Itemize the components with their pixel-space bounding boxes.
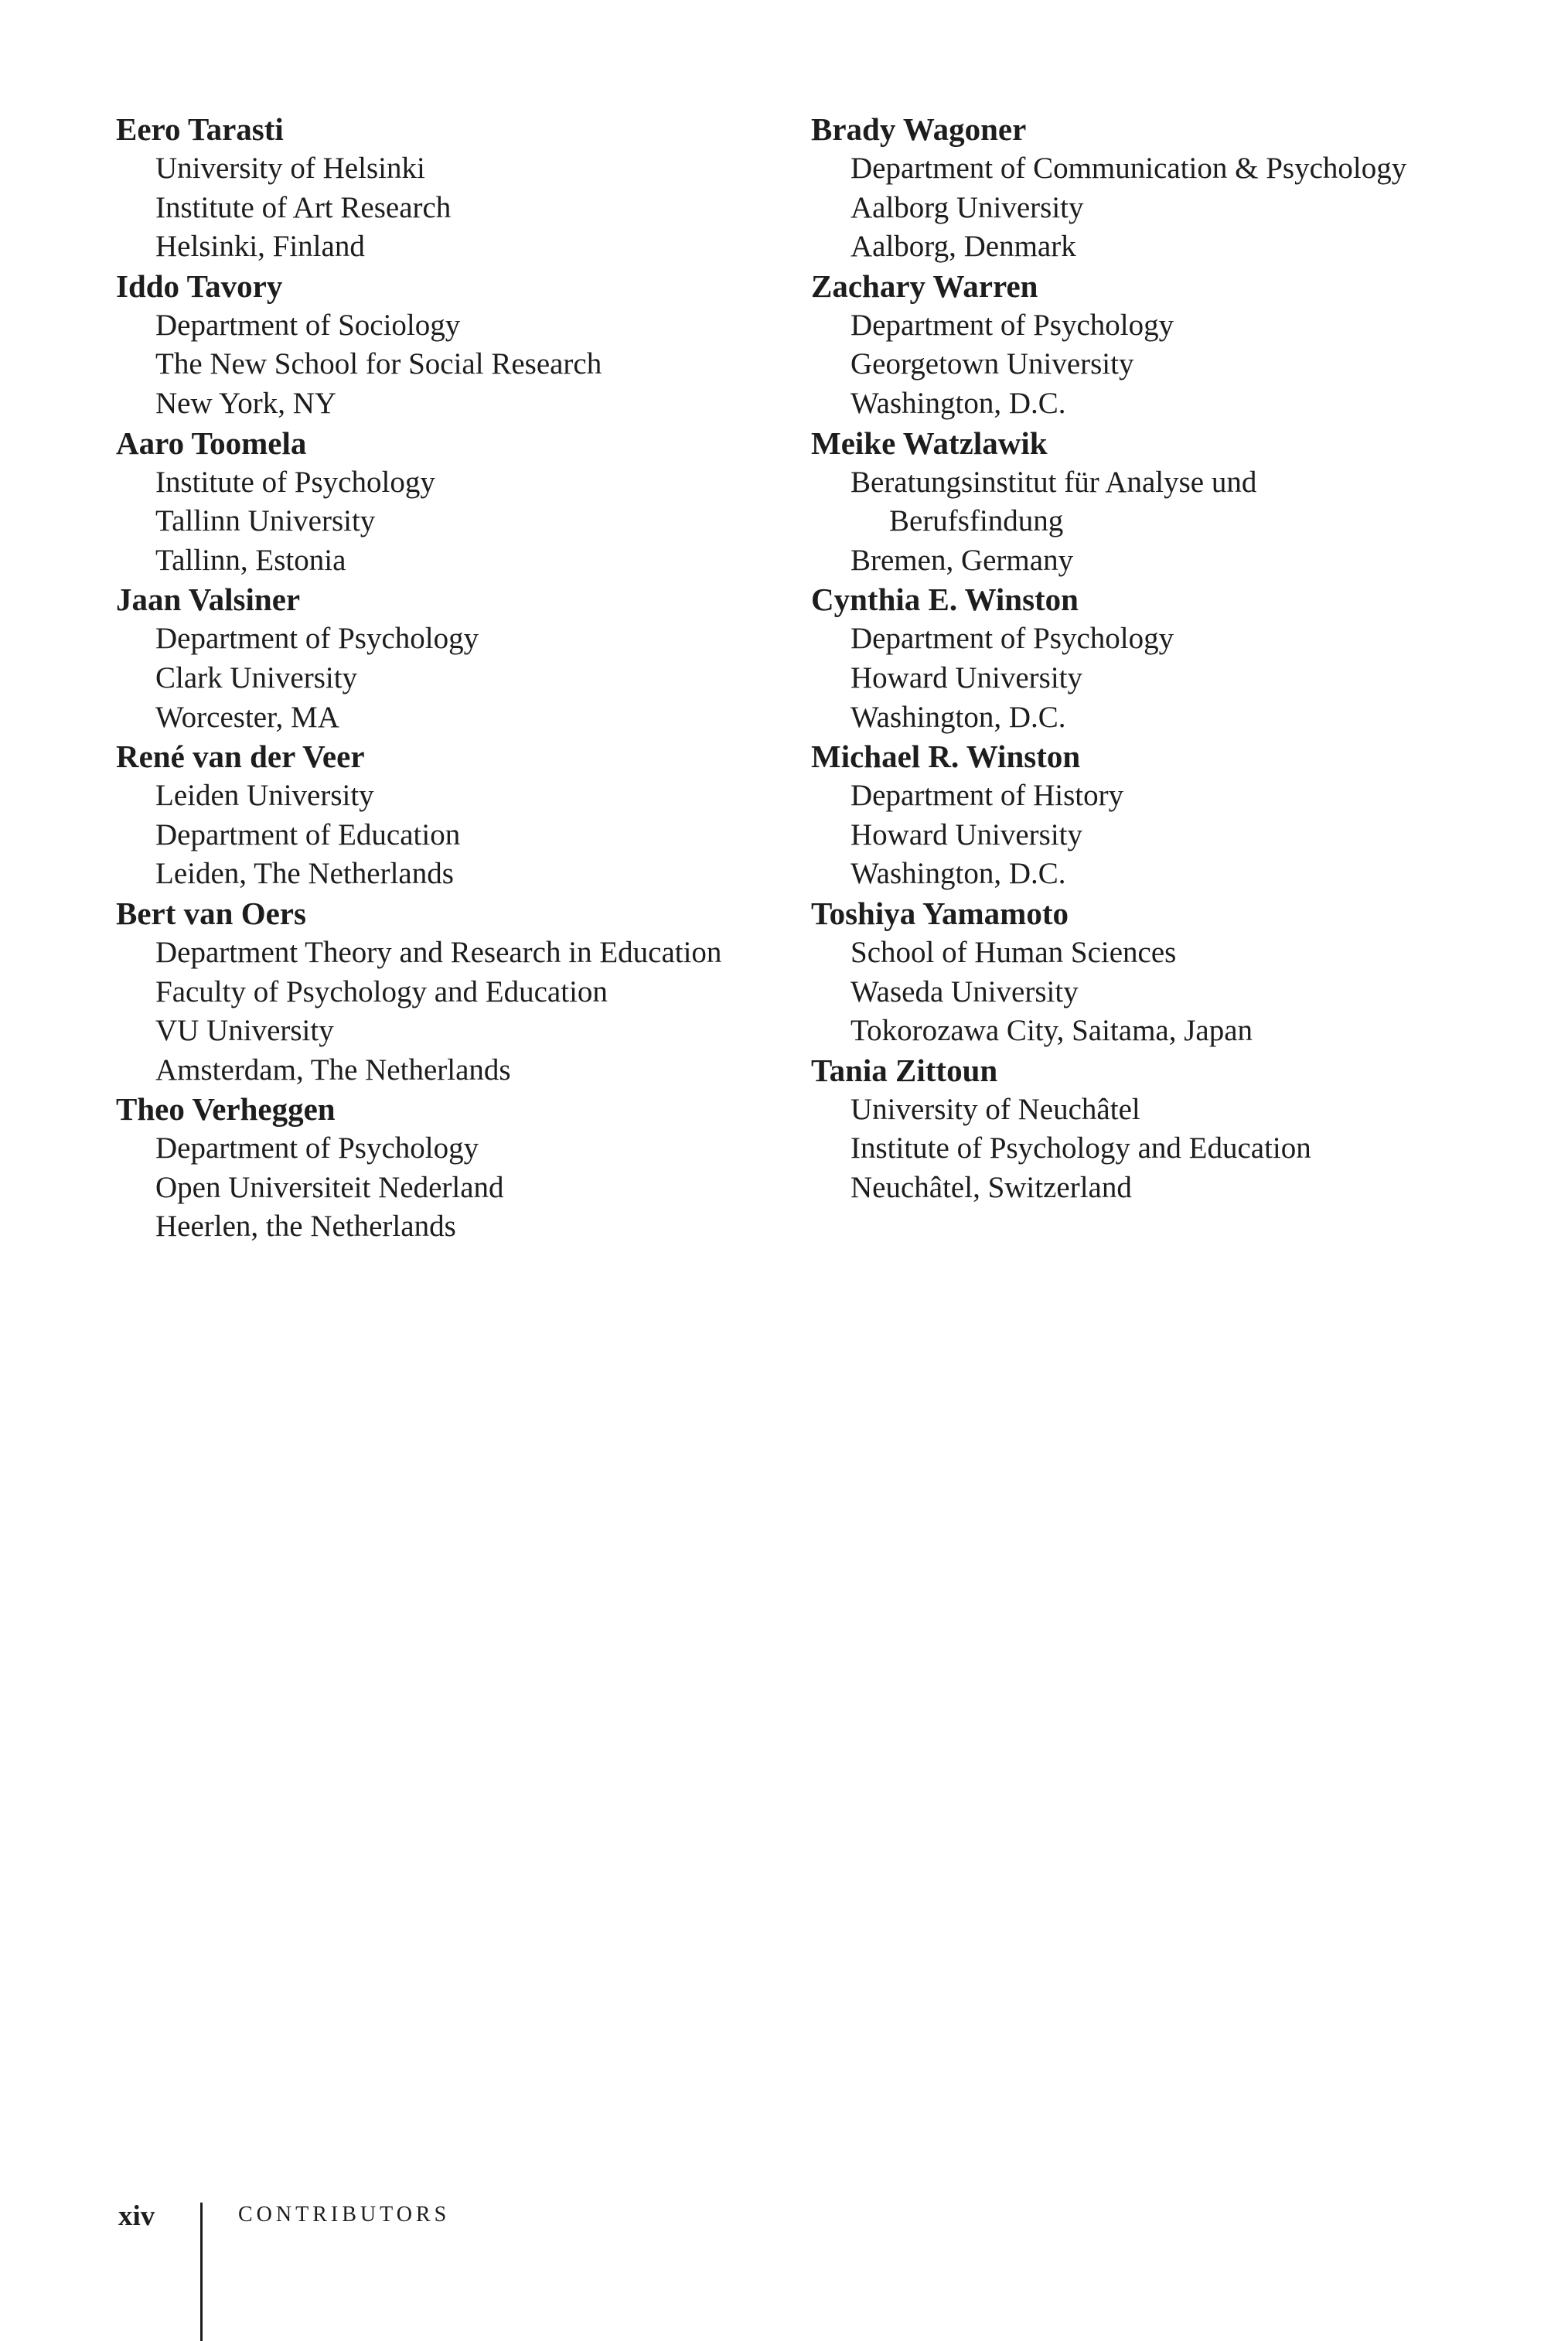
affiliation-line: Amsterdam, The Netherlands xyxy=(155,1053,511,1087)
affiliation-line: Open Universiteit Nederland xyxy=(155,1170,504,1204)
contributor-name: Zachary Warren xyxy=(811,268,1038,304)
contributor-name: René van der Veer xyxy=(116,739,365,775)
affiliation-line: University of Neuchâtel xyxy=(850,1092,1140,1126)
running-head: CONTRIBUTORS xyxy=(238,2203,451,2227)
contributor-entry xyxy=(116,110,796,267)
contributor-name: Bert van Oers xyxy=(116,895,306,931)
affiliation-line: Department of Sociology xyxy=(155,308,461,342)
affiliation-line: Aalborg, Denmark xyxy=(850,230,1076,264)
contributor-name: Meike Watzlawik xyxy=(811,425,1048,461)
affiliation-line: Leiden University xyxy=(155,779,374,813)
affiliation-line: Tallinn University xyxy=(155,504,376,538)
affiliation-line: Neuchâtel, Switzerland xyxy=(850,1170,1132,1204)
affiliation-line: Worcester, MA xyxy=(155,700,339,734)
affiliation-line: Washington, D.C. xyxy=(850,700,1066,734)
page-footer xyxy=(0,2181,1568,2341)
affiliation-line: Leiden, The Netherlands xyxy=(155,857,454,891)
contributor-entry xyxy=(116,267,796,424)
contributors-column-right xyxy=(811,110,1538,1207)
contributor-entry xyxy=(811,424,1538,581)
footer-divider xyxy=(200,2203,203,2341)
contributor-entry xyxy=(116,894,796,1090)
affiliation-line: Bremen, Germany xyxy=(850,543,1074,577)
affiliation-line: University of Helsinki xyxy=(155,152,425,185)
contributor-name: Aaro Toomela xyxy=(116,425,307,461)
affiliation-line: Howard University xyxy=(850,817,1083,851)
affiliation-line: Howard University xyxy=(850,660,1083,694)
affiliation-line: Department of Psychology xyxy=(155,1131,479,1165)
affiliation-line: VU University xyxy=(155,1014,334,1048)
contributor-name: Michael R. Winston xyxy=(811,739,1081,775)
affiliation-line: Washington, D.C. xyxy=(850,386,1066,420)
affiliation-line: Waseda University xyxy=(850,974,1079,1008)
contributor-entry xyxy=(116,737,796,894)
affiliation-line: Department of History xyxy=(850,779,1124,813)
contributors-column-left xyxy=(116,110,796,1247)
affiliation-line: Institute of Art Research xyxy=(155,190,452,224)
contributor-name: Jaan Valsiner xyxy=(116,582,301,618)
affiliation-line: Institute of Psychology and Education xyxy=(850,1131,1311,1165)
affiliation-line: The New School for Social Research xyxy=(155,347,602,381)
contributor-entry xyxy=(811,1051,1538,1208)
affiliation-line: Tallinn, Estonia xyxy=(155,543,346,577)
affiliation-line: Department of Psychology xyxy=(850,622,1174,656)
affiliation-line: New York, NY xyxy=(155,386,337,420)
affiliation-line: Faculty of Psychology and Education xyxy=(155,974,608,1008)
affiliation-line: Department of Education xyxy=(155,817,461,851)
affiliation-line: Heerlen, the Netherlands xyxy=(155,1210,456,1244)
contributor-entry xyxy=(811,894,1538,1051)
affiliation-line: Aalborg University xyxy=(850,190,1084,224)
affiliation-line: Tokorozawa City, Saitama, Japan xyxy=(850,1014,1253,1048)
contributor-name: Eero Tarasti xyxy=(116,111,284,147)
contributor-entry xyxy=(811,110,1538,267)
affiliation-line: Beratungsinstitut für Analyse und xyxy=(850,465,1257,499)
contributor-entry xyxy=(116,424,796,581)
affiliation-line: Helsinki, Finland xyxy=(155,230,365,264)
affiliation-line: Department of Psychology xyxy=(155,622,479,656)
contributor-entry xyxy=(811,580,1538,737)
contributor-name: Cynthia E. Winston xyxy=(811,582,1079,618)
contributor-entry xyxy=(811,737,1538,894)
contributor-entry xyxy=(811,267,1538,424)
affiliation-line: Georgetown University xyxy=(850,347,1134,381)
affiliation-line: Department of Psychology xyxy=(850,308,1174,342)
contributor-entry xyxy=(116,1090,796,1247)
affiliation-line: Clark University xyxy=(155,660,358,694)
contributor-name: Theo Verheggen xyxy=(116,1091,336,1128)
contributor-name: Tania Zittoun xyxy=(811,1052,998,1088)
affiliation-line: Berufsfindung xyxy=(889,504,1064,538)
contributor-name: Brady Wagoner xyxy=(811,111,1027,147)
contributor-name: Toshiya Yamamoto xyxy=(811,895,1069,931)
contributor-name: Iddo Tavory xyxy=(116,268,283,304)
affiliation-line: Department of Communication & Psychology xyxy=(850,152,1407,185)
affiliation-line: Institute of Psychology xyxy=(155,465,435,499)
affiliation-line: School of Human Sciences xyxy=(850,935,1177,969)
affiliation-line: Washington, D.C. xyxy=(850,857,1066,891)
page-number: xiv xyxy=(118,2200,155,2232)
affiliation-line: Department Theory and Research in Education xyxy=(155,935,722,969)
contributor-entry xyxy=(116,580,796,737)
